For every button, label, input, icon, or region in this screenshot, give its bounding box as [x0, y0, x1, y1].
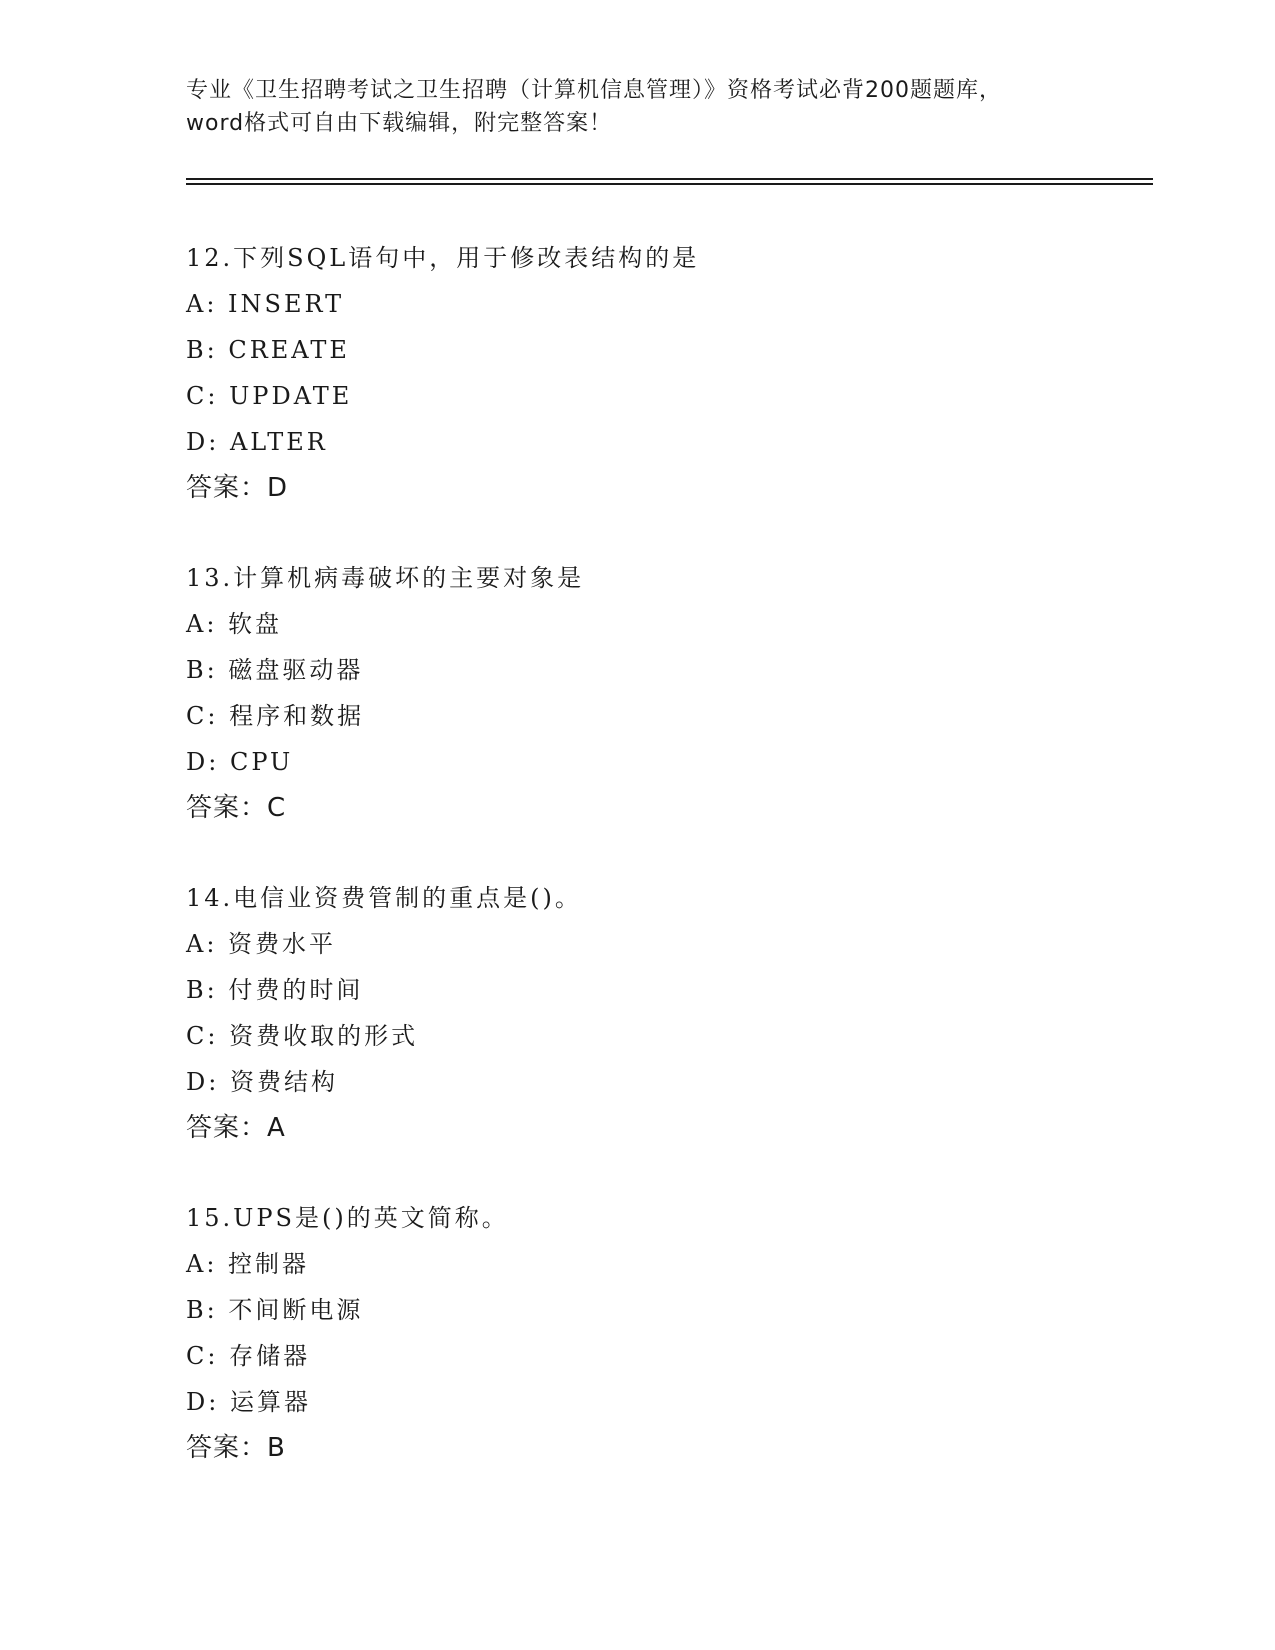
option-a: A: 控制器: [186, 1250, 310, 1278]
question-13: [186, 555, 1136, 831]
option-d: D: 运算器: [186, 1388, 311, 1416]
option-d: D: ALTER: [186, 428, 328, 456]
option-c: C: 资费收取的形式: [186, 1022, 419, 1050]
option-b: B: 不间断电源: [186, 1296, 364, 1324]
option-a: A: 资费水平: [186, 930, 337, 958]
question-stem: 14.电信业资费管制的重点是()。: [186, 884, 582, 912]
question-stem: 13.计算机病毒破坏的主要对象是: [186, 564, 585, 592]
option-b: B: CREATE: [186, 336, 350, 364]
document-header: [186, 74, 1086, 140]
header-divider-bottom: [186, 183, 1153, 185]
question-stem: 12.下列SQL语句中，用于修改表结构的是: [186, 244, 700, 272]
question-12: [186, 235, 1136, 511]
header-line-2: word格式可自由下载编辑，附完整答案！: [186, 111, 613, 136]
option-d: D: CPU: [186, 748, 294, 776]
answer: 答案：D: [186, 473, 289, 503]
question-stem: 15.UPS是()的英文简称。: [186, 1204, 509, 1232]
answer: 答案：C: [186, 793, 287, 823]
option-a: A: 软盘: [186, 610, 283, 638]
option-b: B: 磁盘驱动器: [186, 656, 364, 684]
option-c: C: 存储器: [186, 1342, 311, 1370]
answer: 答案：A: [186, 1113, 286, 1143]
header-divider-top: [186, 178, 1153, 180]
option-b: B: 付费的时间: [186, 976, 364, 1004]
option-a: A: INSERT: [186, 290, 345, 318]
question-14: [186, 875, 1136, 1151]
option-c: C: 程序和数据: [186, 702, 365, 730]
question-15: [186, 1195, 1136, 1471]
answer: 答案：B: [186, 1433, 286, 1463]
option-c: C: UPDATE: [186, 382, 353, 410]
header-line-1: 专业《卫生招聘考试之卫生招聘（计算机信息管理）》资格考试必背200题题库，: [186, 78, 1002, 103]
option-d: D: 资费结构: [186, 1068, 338, 1096]
